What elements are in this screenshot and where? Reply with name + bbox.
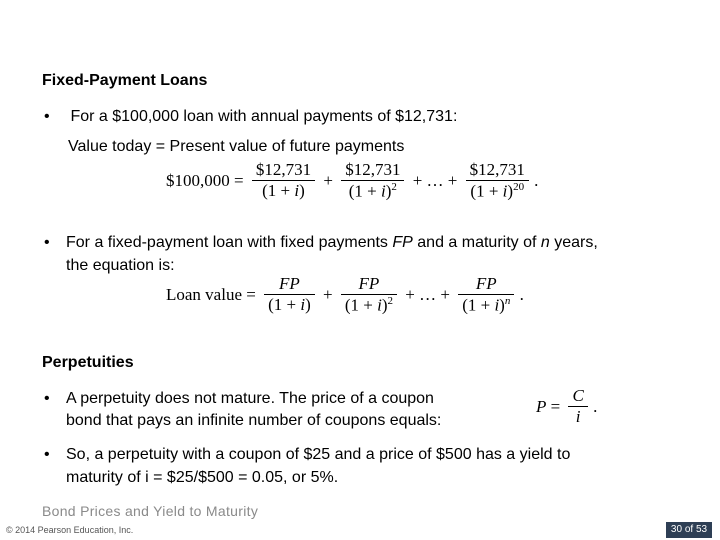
formula-term-2: $\frac{\$12,731}{(1 + i)^2}$ — [341, 160, 404, 202]
section-heading-fixed-payment-loans: Fixed-Payment Loans — [42, 72, 208, 89]
bullet-icon: • — [44, 446, 50, 463]
bullet-fixed-payment-line2: the equation is: — [66, 257, 175, 274]
bullet-perpetuity-example: • So, a perpetuity with a coupon of $25 and a price of $500 has a yield to — [44, 446, 571, 463]
formula-term-n: $\frac{FP}{(1 + i)^n}$ — [458, 274, 514, 316]
formula-period: . — [593, 396, 598, 416]
formula-period: . — [534, 170, 539, 190]
formula-period: . — [519, 284, 524, 304]
section-heading-perpetuities: Perpetuities — [42, 354, 134, 371]
formula-lhs: Loan value = — [166, 284, 256, 304]
bullet-text: For a $100,000 loan with annual payments of $12,731: — [70, 108, 458, 125]
plus-sign: + — [323, 170, 333, 190]
formula-term-1: $\frac{FP}{(1 + i)}$ — [264, 274, 315, 315]
page-number: 30 of 53 — [666, 522, 712, 538]
ellipsis-sum: + … + — [412, 170, 458, 190]
copyright-notice: © 2014 Pearson Education, Inc. — [6, 525, 134, 535]
formula-lhs: $100,000 = — [166, 170, 244, 190]
formula-lhs: P = — [536, 396, 561, 416]
ellipsis-sum: + … + — [405, 284, 450, 304]
loan-value-formula — [162, 274, 528, 316]
bullet-icon: • — [44, 390, 50, 407]
bullet-loan-example — [44, 106, 457, 127]
bullet-perpetuity-definition: • A perpetuity does not mature. The price of a coupon — [44, 390, 434, 407]
footer-title: Bond Prices and Yield to Maturity — [42, 503, 259, 519]
formula-term-1: $\frac{\$12,731}{(1 + i)}$ — [252, 160, 315, 201]
bullet-icon: • — [44, 234, 50, 251]
bullet-fixed-payment-general: • For a fixed-payment loan with fixed payments FP and a maturity of n years, — [44, 234, 598, 251]
value-today-line: Value today = Present value of future payments — [68, 138, 405, 155]
formula-term-2: $\frac{FP}{(1 + i)^2}$ — [341, 274, 397, 316]
bullet-perpetuity-example-line2: maturity of i = $25/$500 = 0.05, or 5%. — [66, 469, 339, 486]
plus-sign: + — [323, 284, 333, 304]
loan-pv-formula — [162, 160, 542, 202]
bullet-perpetuity-line2: bond that pays an infinite number of coupons equals: — [66, 412, 442, 429]
formula-term-20: $\frac{\$12,731}{(1 + i)^{20}}$ — [466, 160, 529, 202]
bullet-icon: • — [44, 108, 50, 125]
formula-fraction: $\frac{C}{i}$ — [568, 386, 587, 427]
perpetuity-price-formula — [536, 386, 601, 427]
